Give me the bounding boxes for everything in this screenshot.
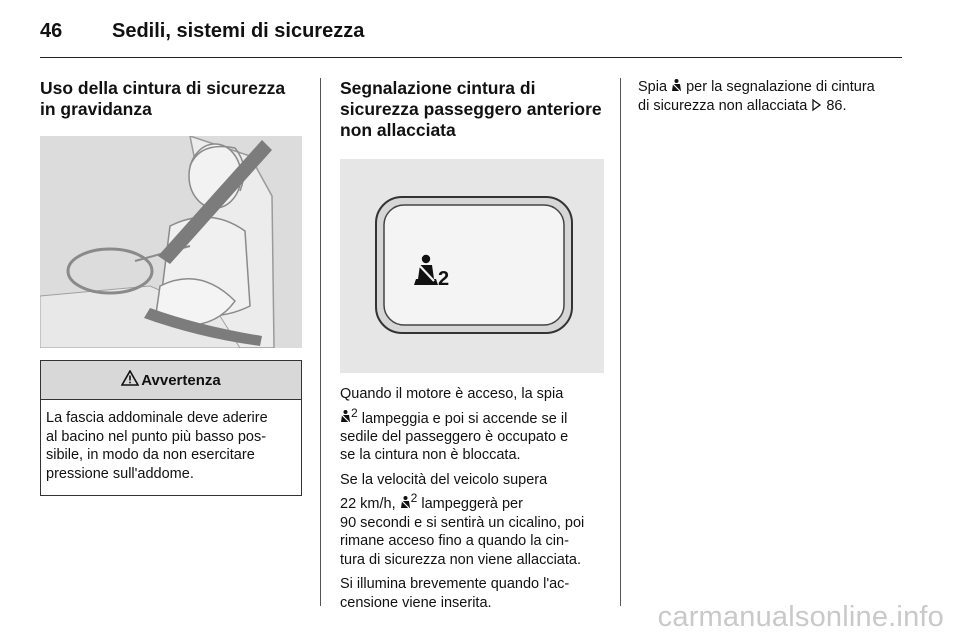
seatbelt-icon [671, 79, 682, 93]
warning-text: La fascia addominale deve aderire al bacino nel punto più basso pos- sibile, in modo da non esercitare pressione sull'addome. [46, 410, 268, 482]
watermark: carmanualsonline.info [657, 601, 944, 633]
page-title: Sedili, sistemi di sicurezza [112, 20, 365, 42]
page-number: 46 [40, 20, 63, 42]
warning-body [41, 400, 301, 495]
warning-header [41, 361, 301, 400]
paragraph: Spia per la segnalazione di cintura di sicurezza non allacciata 86. [638, 79, 875, 114]
paragraph: Si illumina brevemente quando l'ac- censione viene inserita. [340, 576, 570, 611]
column-divider [320, 78, 321, 606]
seatbelt-passenger-icon [400, 496, 411, 510]
column-3 [638, 78, 906, 121]
paragraph: Se la velocità del veicolo supera 22 km/h, $^2$ lampeggerà per 90 secondi e si sentirà un cicalino, poi rimane acceso fino a quando la cin- tura di sicurezza non viene allacciata. [340, 471, 585, 568]
paragraph: Quando il motore è acceso, la spia $^2$ lampeggia e poi si accende se il sedile del passeggero è occupato e se la cintura non è bloccata. [340, 386, 569, 464]
warning-triangle-icon [121, 370, 139, 390]
warning-box [40, 360, 302, 496]
section-heading: Uso della cintura di sicurezza in gravidanza [40, 78, 286, 119]
pregnant-seatbelt-illustration [40, 136, 302, 348]
indicator-lamp-illustration [340, 159, 604, 373]
seatbelt-passenger-icon [340, 410, 351, 424]
page-reference: 86. [826, 97, 847, 114]
column-2 [340, 78, 606, 618]
column-2-text [340, 385, 606, 612]
column-1 [40, 78, 304, 496]
header-rule [40, 57, 902, 58]
page-header [40, 14, 902, 54]
indicator-suffix: 2 [438, 268, 450, 290]
page-reference-arrow-icon [811, 98, 822, 112]
column-divider [620, 78, 621, 606]
warning-title: Avvertenza [141, 371, 221, 389]
section-heading: Segnalazione cintura di sicurezza passeggero anteriore non allacciata [340, 78, 602, 140]
